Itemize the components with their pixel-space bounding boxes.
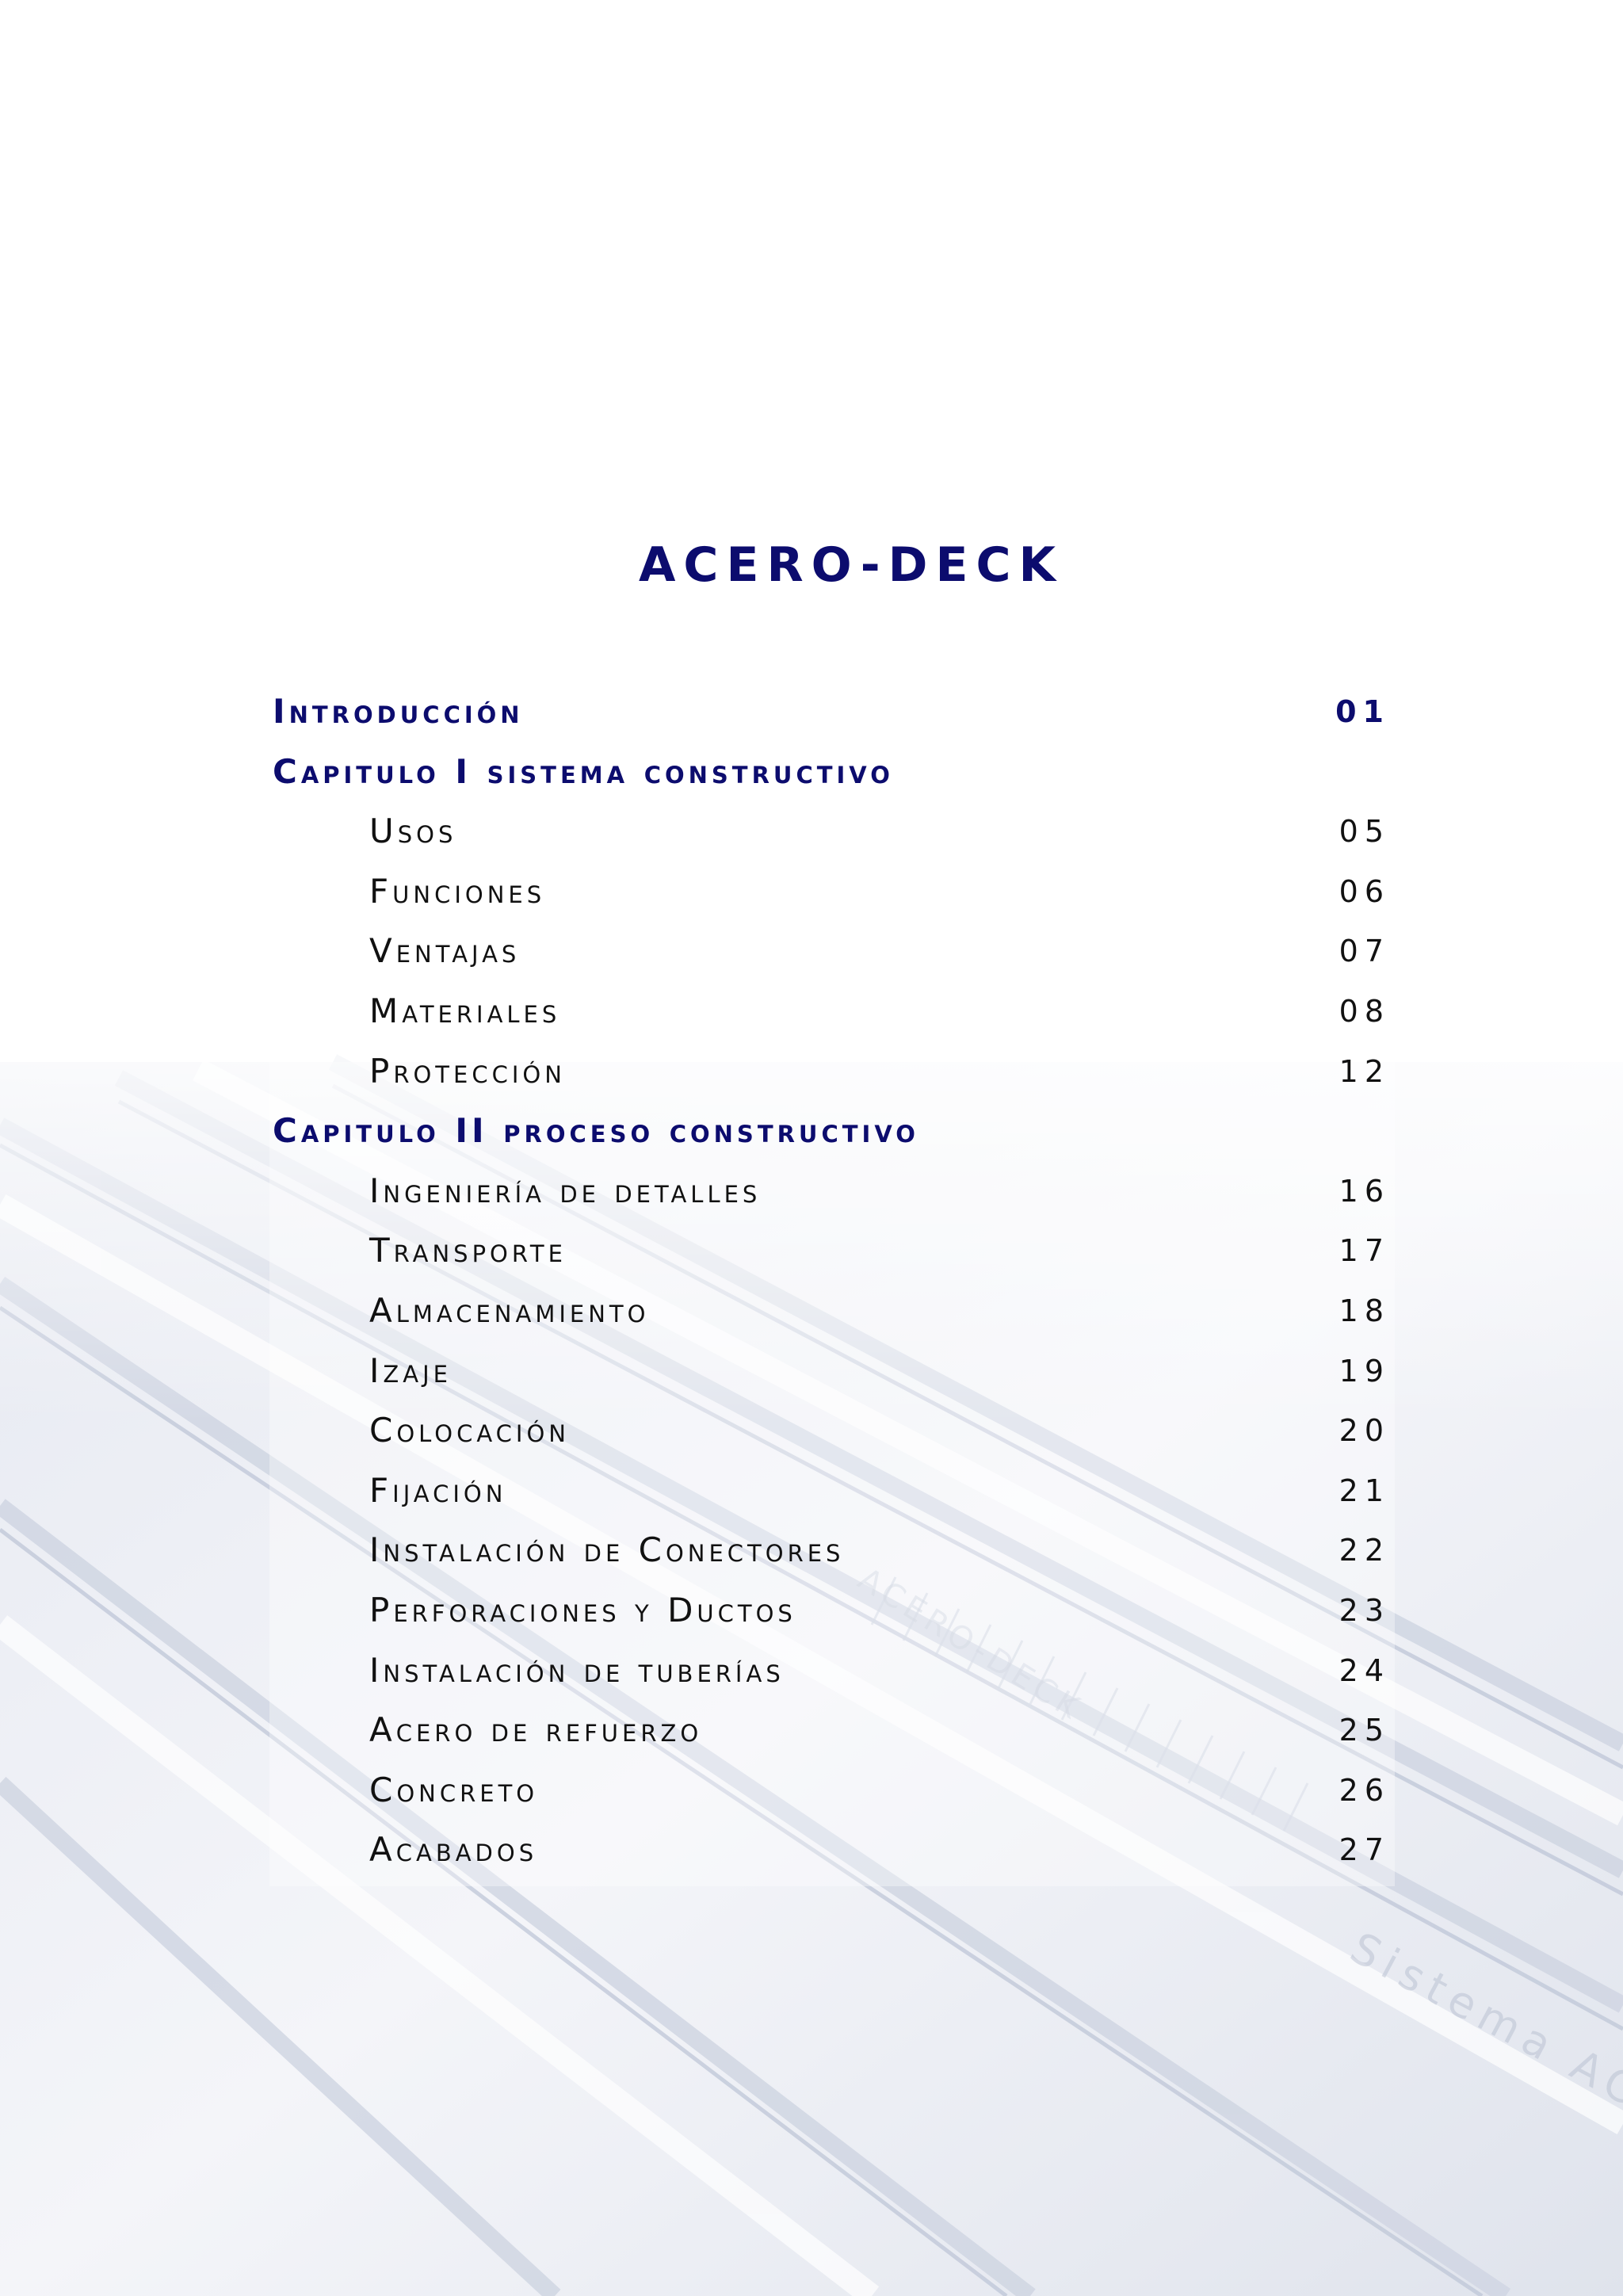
toc-item-row[interactable] [273, 1467, 1390, 1527]
toc-page-number: 22 [1338, 1533, 1390, 1568]
toc-entry-label: Ventajas [369, 931, 521, 971]
toc-entry-label: Instalación de Conectores [369, 1530, 845, 1570]
toc-item-row[interactable] [273, 808, 1390, 868]
toc-item-row[interactable] [273, 1167, 1390, 1228]
toc-page-number: 21 [1338, 1473, 1390, 1508]
toc-chapter-row[interactable] [273, 748, 1390, 808]
toc-item-row[interactable] [273, 927, 1390, 988]
toc-page-number: 26 [1338, 1772, 1390, 1808]
toc-item-row[interactable] [273, 868, 1390, 928]
toc-entry-label: Colocación [369, 1411, 571, 1450]
toc-entry-label: Izaje [369, 1350, 452, 1390]
toc-item-row[interactable] [273, 1647, 1390, 1707]
toc-entry-label: Acero de refuerzo [369, 1710, 703, 1750]
toc-item-row[interactable] [273, 1227, 1390, 1287]
toc-item-row[interactable] [273, 1347, 1390, 1408]
toc-entry-label: Almacenamiento [369, 1290, 650, 1330]
toc-page-number: 05 [1338, 814, 1390, 850]
toc-item-row[interactable] [273, 1767, 1390, 1827]
toc-page-number: 20 [1338, 1413, 1390, 1449]
toc-item-row[interactable] [273, 1826, 1390, 1886]
toc-page-number: 25 [1338, 1713, 1390, 1748]
toc-entry-label: Capitulo I sistema constructivo [273, 751, 894, 791]
toc-item-row[interactable] [273, 1526, 1390, 1587]
toc-entry-label: Materiales [369, 991, 561, 1030]
toc-entry-label: Ingeniería de detalles [369, 1171, 762, 1210]
toc-entry-label: Capitulo II proceso constructivo [273, 1111, 919, 1151]
toc-item-row[interactable] [273, 988, 1390, 1048]
toc-entry-label: Transporte [369, 1231, 567, 1270]
toc-page-number: 24 [1338, 1652, 1390, 1688]
toc-page-number: 17 [1338, 1233, 1390, 1269]
toc-page-number: 27 [1338, 1832, 1390, 1868]
toc-entry-label: Acabados [369, 1830, 538, 1870]
toc-entry-label: Funciones [369, 871, 546, 911]
table-of-contents [273, 688, 1390, 1886]
toc-page-number: 08 [1338, 993, 1390, 1029]
toc-entry-label: Instalación de tuberías [369, 1650, 785, 1690]
toc-page-number: 19 [1338, 1353, 1390, 1389]
toc-page-number: 01 [1335, 694, 1390, 729]
toc-chapter-row[interactable] [273, 688, 1390, 748]
toc-page-number: 07 [1338, 934, 1390, 969]
document-title: ACERO-DECK [639, 537, 1064, 593]
toc-item-row[interactable] [273, 1706, 1390, 1767]
toc-entry-label: Protección [369, 1051, 566, 1091]
toc-entry-label: Fijación [369, 1470, 507, 1510]
toc-page-number: 12 [1338, 1053, 1390, 1089]
toc-item-row[interactable] [273, 1048, 1390, 1108]
toc-chapter-row[interactable] [273, 1107, 1390, 1167]
toc-entry-label: Concreto [369, 1770, 539, 1809]
toc-item-row[interactable] [273, 1407, 1390, 1467]
toc-item-row[interactable] [273, 1287, 1390, 1347]
toc-page-number: 16 [1338, 1173, 1390, 1209]
toc-entry-label: Usos [369, 812, 457, 851]
toc-item-row[interactable] [273, 1587, 1390, 1647]
toc-entry-label: Introducción [273, 692, 524, 731]
toc-page-number: 23 [1338, 1592, 1390, 1628]
toc-page-number: 18 [1338, 1293, 1390, 1328]
toc-page-number: 06 [1338, 873, 1390, 909]
toc-entry-label: Perforaciones y Ductos [369, 1590, 796, 1629]
